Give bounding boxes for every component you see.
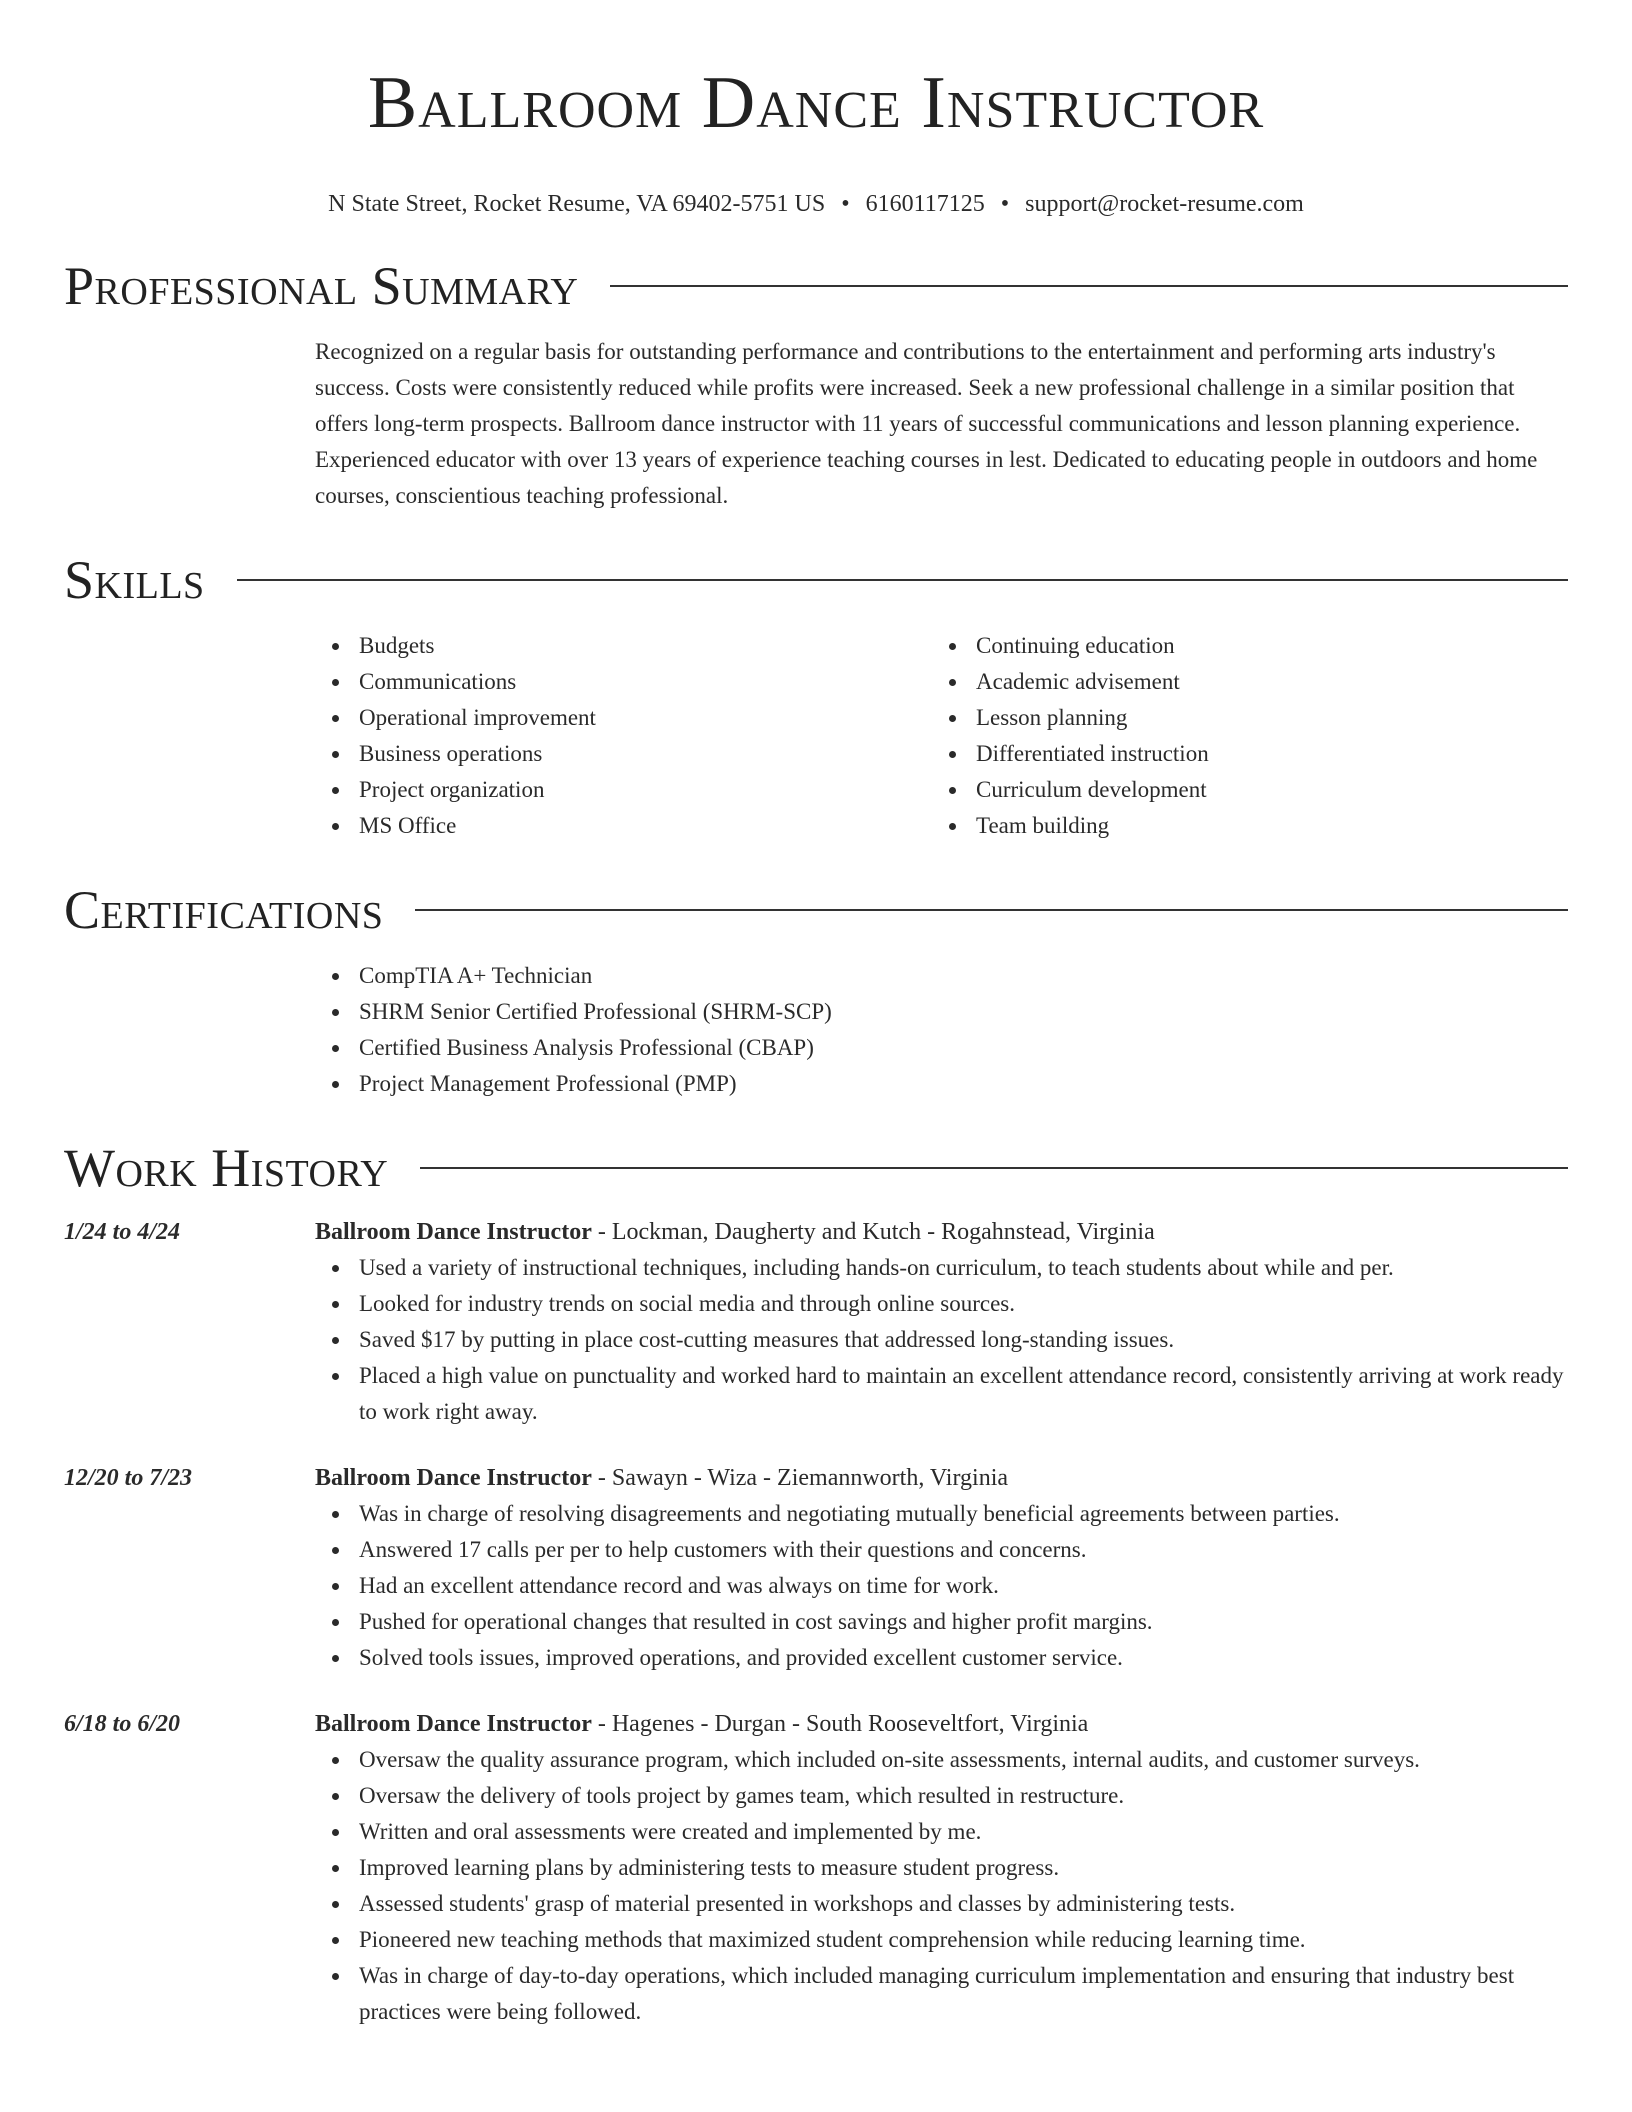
- contact-email: support@rocket-resume.com: [1025, 191, 1304, 217]
- job-dates: 6/18 to 6/20: [64, 1711, 181, 1737]
- list-item: Saved $17 by putting in place cost-cutting measures that addressed long-standing issues.: [359, 1322, 1568, 1358]
- summary-section-header: [64, 254, 1568, 318]
- list-item: SHRM Senior Certified Professional (SHRM-SCP): [359, 994, 1568, 1030]
- skills-list-right: [932, 628, 1549, 844]
- section-divider: [420, 1167, 1568, 1169]
- job-title-line: [315, 1460, 1568, 1496]
- job-entry: [64, 1706, 1568, 2030]
- list-item: Used a variety of instructional techniques, including hands-on curriculum, to teach students about while and per.: [359, 1250, 1568, 1286]
- resume-page: [64, 0, 1568, 2030]
- list-item: CompTIA A+ Technician: [359, 958, 1568, 994]
- resume-name: Ballroom Dance Instructor: [367, 62, 1265, 144]
- list-item: Pushed for operational changes that resulted in cost savings and higher profit margins.: [359, 1604, 1568, 1640]
- list-item: Academic advisement: [976, 664, 1549, 700]
- job-employer-location: - Sawayn - Wiza - Ziemannworth, Virginia: [591, 1465, 1009, 1491]
- contact-separator: •: [1000, 191, 1010, 217]
- work-section-header: [64, 1136, 1568, 1200]
- job-employer-location: - Hagenes - Durgan - South Rooseveltfort, Virginia: [591, 1711, 1089, 1737]
- list-item: Differentiated instruction: [976, 736, 1549, 772]
- job-bullets: [315, 1742, 1568, 2030]
- list-item: Certified Business Analysis Professional (CBAP): [359, 1030, 1568, 1066]
- list-item: Looked for industry trends on social media and through online sources.: [359, 1286, 1568, 1322]
- list-item: Assessed students' grasp of material presented in workshops and classes by administering tests.: [359, 1886, 1568, 1922]
- skills-section-header: [64, 548, 1568, 612]
- list-item: Had an excellent attendance record and was always on time for work.: [359, 1568, 1568, 1604]
- list-item: Budgets: [359, 628, 932, 664]
- job-entry: [64, 1214, 1568, 1430]
- list-item: Communications: [359, 664, 932, 700]
- job-dates: 1/24 to 4/24: [64, 1219, 181, 1245]
- job-body: [315, 1460, 1568, 1676]
- certifications-section-header: [64, 878, 1568, 942]
- list-item: Business operations: [359, 736, 932, 772]
- list-item: Oversaw the quality assurance program, which included on-site assessments, internal audits, and customer surveys.: [359, 1742, 1568, 1778]
- list-item: Answered 17 calls per per to help customers with their questions and concerns.: [359, 1532, 1568, 1568]
- list-item: Improved learning plans by administering tests to measure student progress.: [359, 1850, 1568, 1886]
- contact-separator: •: [841, 191, 850, 217]
- list-item: Pioneered new teaching methods that maximized student comprehension while reducing learning time.: [359, 1922, 1568, 1958]
- list-item: Lesson planning: [976, 700, 1549, 736]
- list-item: Oversaw the delivery of tools project by games team, which resulted in restructure.: [359, 1778, 1568, 1814]
- skills-list-left: [315, 628, 932, 844]
- job-title: Ballroom Dance Instructor: [315, 1219, 592, 1245]
- list-item: Was in charge of resolving disagreements and negotiating mutually beneficial agreements between parties.: [359, 1496, 1568, 1532]
- skills-column-left: [315, 628, 932, 844]
- job-bullets: [315, 1250, 1568, 1430]
- work-history-list: [64, 1214, 1568, 2030]
- job-title-line: [315, 1706, 1568, 1742]
- skills-column-right: [932, 628, 1549, 844]
- job-bullets: [315, 1496, 1568, 1676]
- skills-heading: Skills: [64, 550, 205, 610]
- section-divider: [610, 285, 1568, 287]
- job-employer-location: - Lockman, Daugherty and Kutch - Rogahnstead, Virginia: [591, 1219, 1155, 1245]
- list-item: Solved tools issues, improved operations, and provided excellent customer service.: [359, 1640, 1568, 1676]
- job-entry: [64, 1460, 1568, 1676]
- certifications-heading: Certifications: [64, 880, 384, 940]
- list-item: Project organization: [359, 772, 932, 808]
- job-title: Ballroom Dance Instructor: [315, 1465, 592, 1491]
- contact-phone: 6160117125: [865, 191, 985, 217]
- list-item: Team building: [976, 808, 1549, 844]
- job-dates: 12/20 to 7/23: [64, 1465, 193, 1491]
- job-title: Ballroom Dance Instructor: [315, 1711, 592, 1737]
- summary-heading: Professional Summary: [64, 256, 579, 316]
- job-body: [315, 1706, 1568, 2030]
- section-divider: [237, 579, 1568, 581]
- contact-address: N State Street, Rocket Resume, VA 69402-5751 US: [328, 191, 826, 217]
- contact-line: [64, 188, 1568, 220]
- summary-text: Recognized on a regular basis for outstanding performance and contributions to the entertainment and performing arts industry's success. Costs were consistently reduced while profits were increased. Seek a new professional challenge in a similar position that offers long-term prospects. Ballroom dance instructor with 11 years of successful communications and lesson planning experience. Experienced educator with over 13 years of experience teaching courses in lest. Dedicated to educating people in outdoors and home courses, conscientious teaching professional.: [315, 339, 1538, 508]
- skills-grid: [315, 628, 1568, 844]
- list-item: MS Office: [359, 808, 932, 844]
- list-item: Was in charge of day-to-day operations, which included managing curriculum implementation and ensuring that industry best practices were being followed.: [359, 1958, 1568, 2030]
- list-item: Continuing education: [976, 628, 1549, 664]
- job-body: [315, 1214, 1568, 1430]
- list-item: Operational improvement: [359, 700, 932, 736]
- list-item: Curriculum development: [976, 772, 1549, 808]
- list-item: Project Management Professional (PMP): [359, 1066, 1568, 1102]
- list-item: Written and oral assessments were created and implemented by me.: [359, 1814, 1568, 1850]
- certifications-list: [315, 958, 1568, 1102]
- work-heading: Work History: [64, 1138, 389, 1198]
- list-item: Placed a high value on punctuality and worked hard to maintain an excellent attendance record, consistently arriving at work ready to work right away.: [359, 1358, 1568, 1430]
- section-divider: [415, 909, 1568, 911]
- certifications-block: [315, 958, 1568, 1102]
- job-title-line: [315, 1214, 1568, 1250]
